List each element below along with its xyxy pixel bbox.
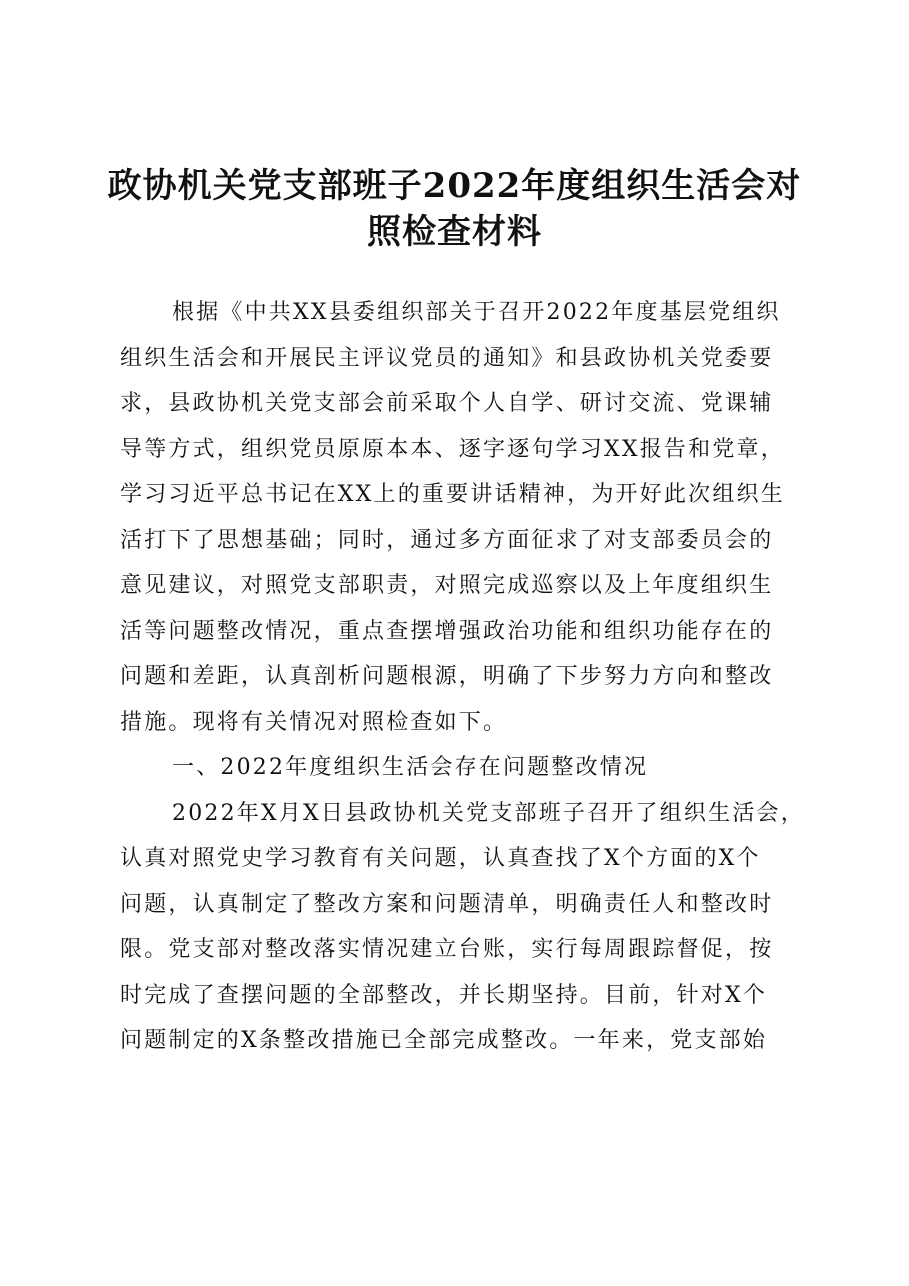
paragraph-line: 问题制定的X条整改措施已全部完成整改。一年来，党支部始	[120, 1028, 768, 1053]
paragraph-line: 限。党支部对整改落实情况建立台账，实行每周跟踪督促，按	[120, 937, 774, 962]
title-line: 照检查材料	[367, 211, 542, 252]
paragraph-line: 求，县政协机关党支部会前采取个人自学、研讨交流、党课辅	[120, 391, 774, 416]
paragraph-line: 学习习近平总书记在XX上的重要讲话精神，为开好此次组织生	[120, 482, 785, 507]
paragraph-line: 活打下了思想基础；同时，通过多方面征求了对支部委员会的	[120, 527, 774, 553]
paragraph-line: 问题，认真制定了整改方案和问题清单，明确责任人和整改时	[120, 891, 774, 917]
section-heading	[120, 745, 800, 791]
paragraph-line: 导等方式，组织党员原原本本、逐字逐句学习XX报告和党章，	[120, 436, 785, 462]
paragraph-line: 组织生活会和开展民主评议党员的通知》和县政协机关党委要	[120, 345, 774, 371]
document-title	[100, 160, 809, 251]
paragraph-intro	[120, 290, 800, 745]
paragraph-section-1	[120, 791, 805, 1064]
paragraph-line: 根据《中共XX县委组织部关于召开2022年度基层党组织	[172, 300, 781, 325]
paragraph-line: 认真对照党史学习教育有关问题，认真查找了X个方面的X个	[120, 846, 761, 871]
paragraph-line: 措施。现将有关情况对照检查如下。	[120, 709, 508, 735]
paragraph-line: 问题和差距，认真剖析问题根源，明确了下步努力方向和整改	[120, 664, 774, 689]
title-line: 政协机关党支部班子2022年度组织生活会对	[107, 166, 802, 206]
paragraph-line: 意见建议，对照党支部职责，对照完成巡察以及上年度组织生	[120, 573, 774, 598]
paragraph-line: 活等问题整改情况，重点查摆增强政治功能和组织功能存在的	[120, 618, 774, 644]
section-heading-text: 一、2022年度组织生活会存在问题整改情况	[172, 755, 649, 780]
paragraph-line: 2022年X月X日县政协机关党支部班子召开了组织生活会，	[172, 800, 805, 826]
document-body	[120, 290, 805, 1064]
paragraph-line: 时完成了查摆问题的全部整改，并长期坚持。目前，针对X个	[120, 982, 768, 1008]
